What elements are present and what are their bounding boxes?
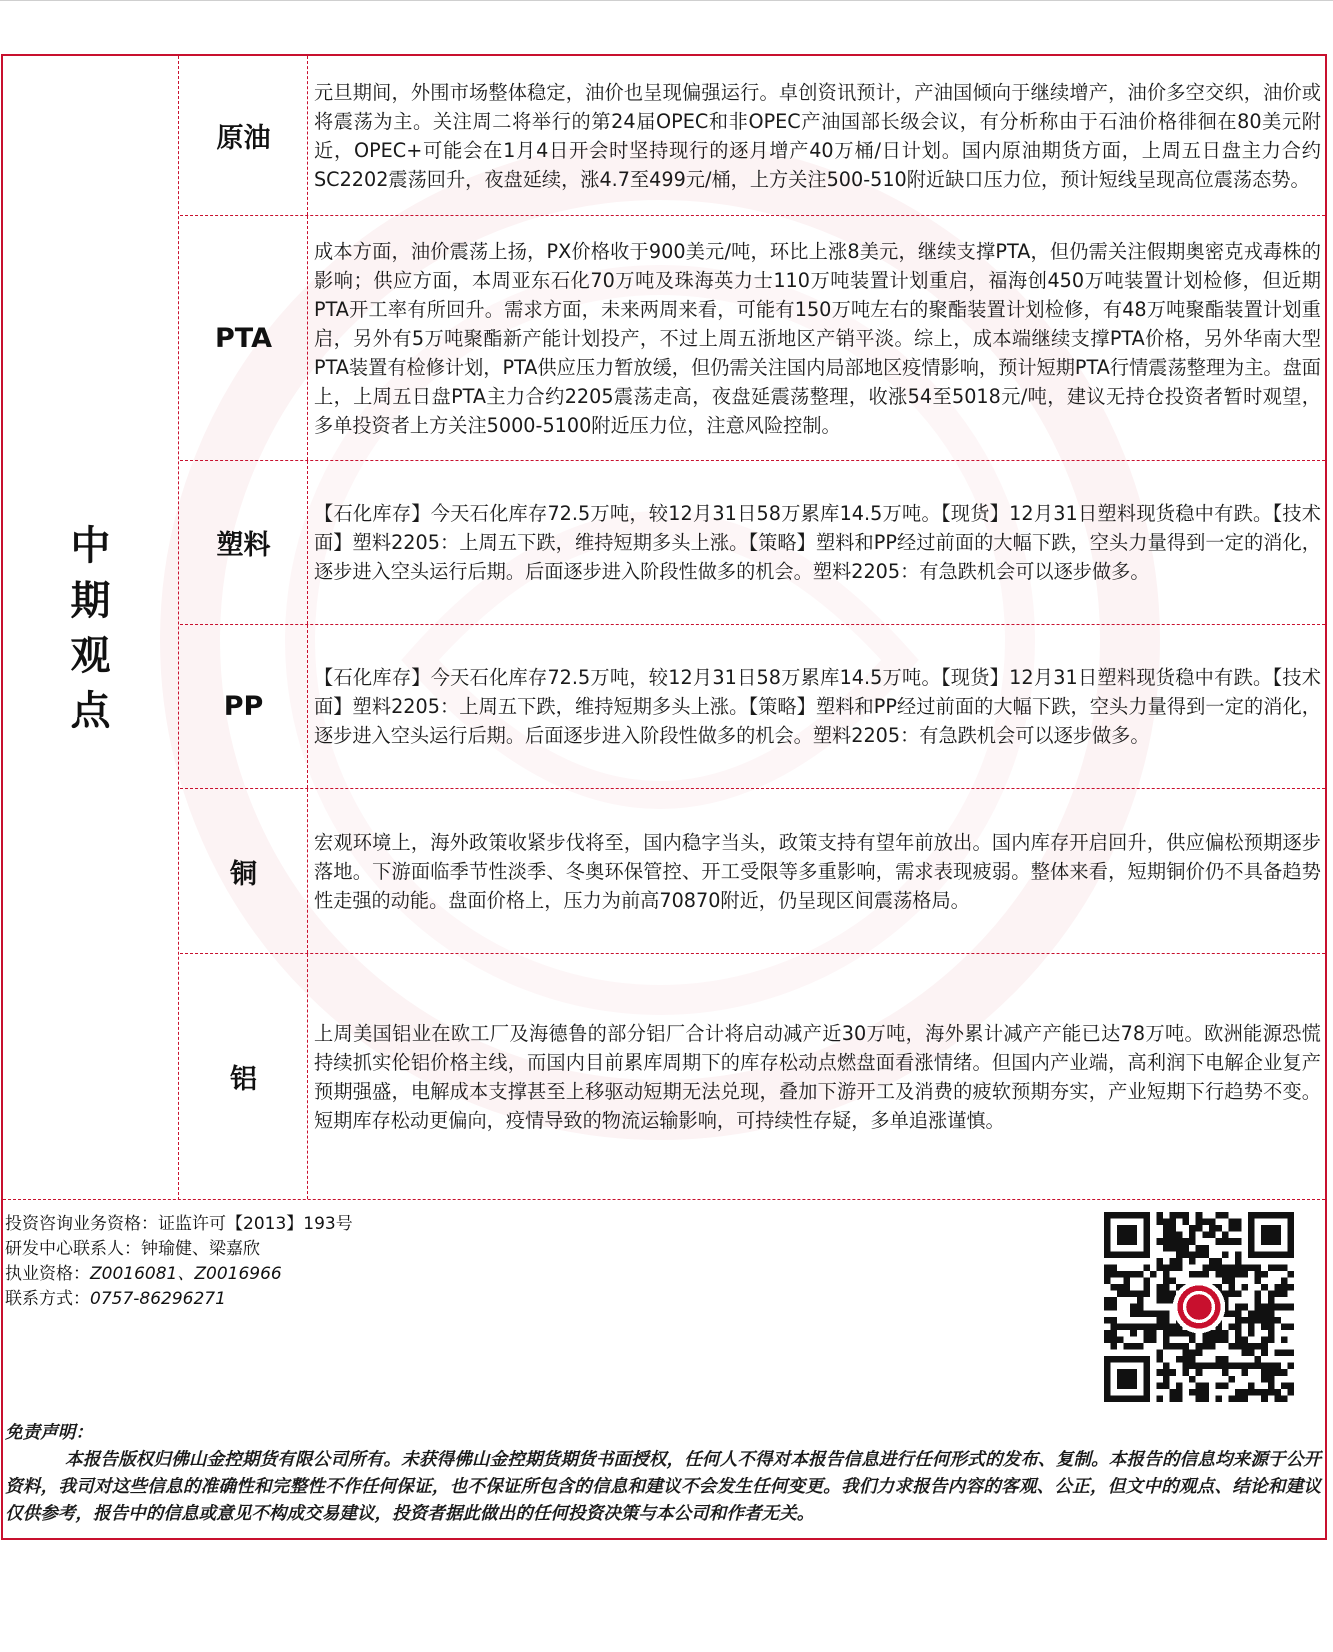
row-crude-oil <box>180 56 1325 216</box>
top-border-line <box>0 0 1333 1</box>
commodity-name: 铜 <box>180 789 308 953</box>
row-pta <box>180 216 1325 461</box>
commodity-name: 塑料 <box>180 461 308 624</box>
commodity-commentary: 上周美国铝业在欧工厂及海德鲁的部分铝厂合计将启动减产近30万吨，海外累计减产产能已达78万吨。欧洲能源恐慌持续抓实伦铝价格主线，而国内目前累库周期下的库存松动点燃盘面看涨情绪。但国内产业端，高利润下电解企业复产预期强盛，电解成本支撑甚至上移驱动短期无法兑现，叠加下游开工及消费的疲软预期夯实，产业短期下行趋势不变。短期库存松动更偏向，疫情导致的物流运输影响，可持续性存疑，多单追涨谨慎。 <box>314 1021 1321 1132</box>
section-title <box>71 518 111 738</box>
commodity-commentary: 成本方面，油价震荡上扬，PX价格收于900美元/吨，环比上涨8美元，继续支撑PTA，但仍需关注假期奥密克戎毒株的影响；供应方面，本周亚东石化70万吨及珠海英力士110万吨装置计划重启，福海创450万吨装置计划检修，但近期PTA开工率有所回升。需求方面，未来两周来看，可能有150万吨左右的聚酯装置计划检修，有48万吨聚酯装置计划重启，另外有5万吨聚酯新产能计划投产，不过上周五浙地区产销平淡。综上，成本端继续支撑PTA价格，另外华南大型PTA装置有检修计划，PTA供应压力暂放缓，但仍需关注国内局部地区疫情影响，预计短期PTA行情震荡整理为主。盘面上，上周五日盘PTA主力合约2205震荡走高，夜盘延震荡整理，收涨54至5018元/吨，建议无持仓投资者暂时观望，多单投资者上方关注5000-5100附近压力位，注意风险控制。 <box>314 239 1321 437</box>
commodity-name: 原油 <box>180 56 308 215</box>
row-pp <box>180 625 1325 789</box>
commodity-commentary: 【石化库存】今天石化库存72.5万吨，较12月31日58万累库14.5万吨。【现货】12月31日塑料现货稳中有跌。【技术面】塑料2205：上周五下跌，维持短期多头上涨。【策略】塑料和PP经过前面的大幅下跌，空头力量得到一定的消化，逐步进入空头运行后期。后面逐步进入阶段性做多的机会。塑料2205：有急跌机会可以逐步做多。 <box>314 502 1321 583</box>
qr-code[interactable] <box>1104 1212 1294 1402</box>
commodity-commentary: 元旦期间，外围市场整体稳定，油价也呈现偏强运行。卓创资讯预计，产油国倾向于继续增产，油价多空交织，油价或将震荡为主。关注周二将举行的第24届OPEC和非OPEC产油国部长级会议，有分析称由于石油价格徘徊在80美元附近，OPEC+可能会在1月4日开会时坚持现行的逐月增产40万桶/日计划。国内原油期货方面，上周五日盘主力合约SC2202震荡回升，夜盘延续，涨4.7至499元/桶，上方关注500-510附近缺口压力位，预计短线呈现高位震荡态势。 <box>314 80 1321 191</box>
commodity-name: PTA <box>180 216 308 460</box>
commodity-commentary: 【石化库存】今天石化库存72.5万吨，较12月31日58万累库14.5万吨。【现货】12月31日塑料现货稳中有跌。【技术面】塑料2205：上周五下跌，维持短期多头上涨。【策略】塑料和PP经过前面的大幅下跌，空头力量得到一定的消化，逐步进入空头运行后期。后面逐步进入阶段性做多的机会。塑料2205：有急跌机会可以逐步做多。 <box>314 666 1321 747</box>
contact-info <box>5 1212 353 1312</box>
phone-label: 联系方式： <box>5 1289 90 1309</box>
footer-divider <box>3 1199 1325 1200</box>
section-title-char: 期 <box>70 577 111 624</box>
contacts-line: 研发中心联系人：钟瑜健、梁嘉欣 <box>5 1239 260 1259</box>
disclaimer-body: 本报告版权归佛山金控期货有限公司所有。未获得佛山金控期货期货书面授权，任何人不得对本报告信息进行任何形式的发布、复制。本报告的信息均来源于公开资料，我司对这些信息的准确性和完整性不作任何保证，也不保证所包含的信息和建议不会发生任何变更。我们力求报告内容的客观、公正，但文中的观点、结论和建议仅供参考，报告中的信息或意见不构成交易建议，投资者据此做出的任何投资决策与本公司和作者无关。 <box>5 1450 1321 1524</box>
license-label: 执业资格： <box>5 1264 90 1284</box>
disclaimer-title: 免责声明： <box>5 1423 93 1443</box>
qualification-line: 投资咨询业务资格：证监许可【2013】193号 <box>5 1214 353 1234</box>
phone-line <box>5 1287 353 1312</box>
commodity-name: 铝 <box>180 954 308 1199</box>
row-plastic <box>180 461 1325 625</box>
commodity-commentary: 宏观环境上，海外政策收紧步伐将至，国内稳字当头，政策支持有望年前放出。国内库存开启回升，供应偏松预期逐步落地。下游面临季节性淡季、冬奥环保管控、开工受限等多重影响，需求表现疲弱。整体来看，短期铜价仍不具备趋势性走强的动能。盘面价格上，压力为前高70870附近，仍呈现区间震荡格局。 <box>314 830 1321 912</box>
license-value: Z0016081、Z0016966 <box>90 1264 282 1284</box>
license-line <box>5 1262 353 1287</box>
disclaimer <box>5 1420 1321 1528</box>
section-title-char: 点 <box>70 687 111 734</box>
row-copper <box>180 789 1325 954</box>
phone-value: 0757-86296271 <box>90 1289 226 1309</box>
row-aluminum <box>180 954 1325 1199</box>
commodity-name: PP <box>180 625 308 788</box>
section-title-char: 观 <box>70 632 111 679</box>
section-title-cell <box>3 56 179 1200</box>
section-title-char: 中 <box>70 522 111 569</box>
